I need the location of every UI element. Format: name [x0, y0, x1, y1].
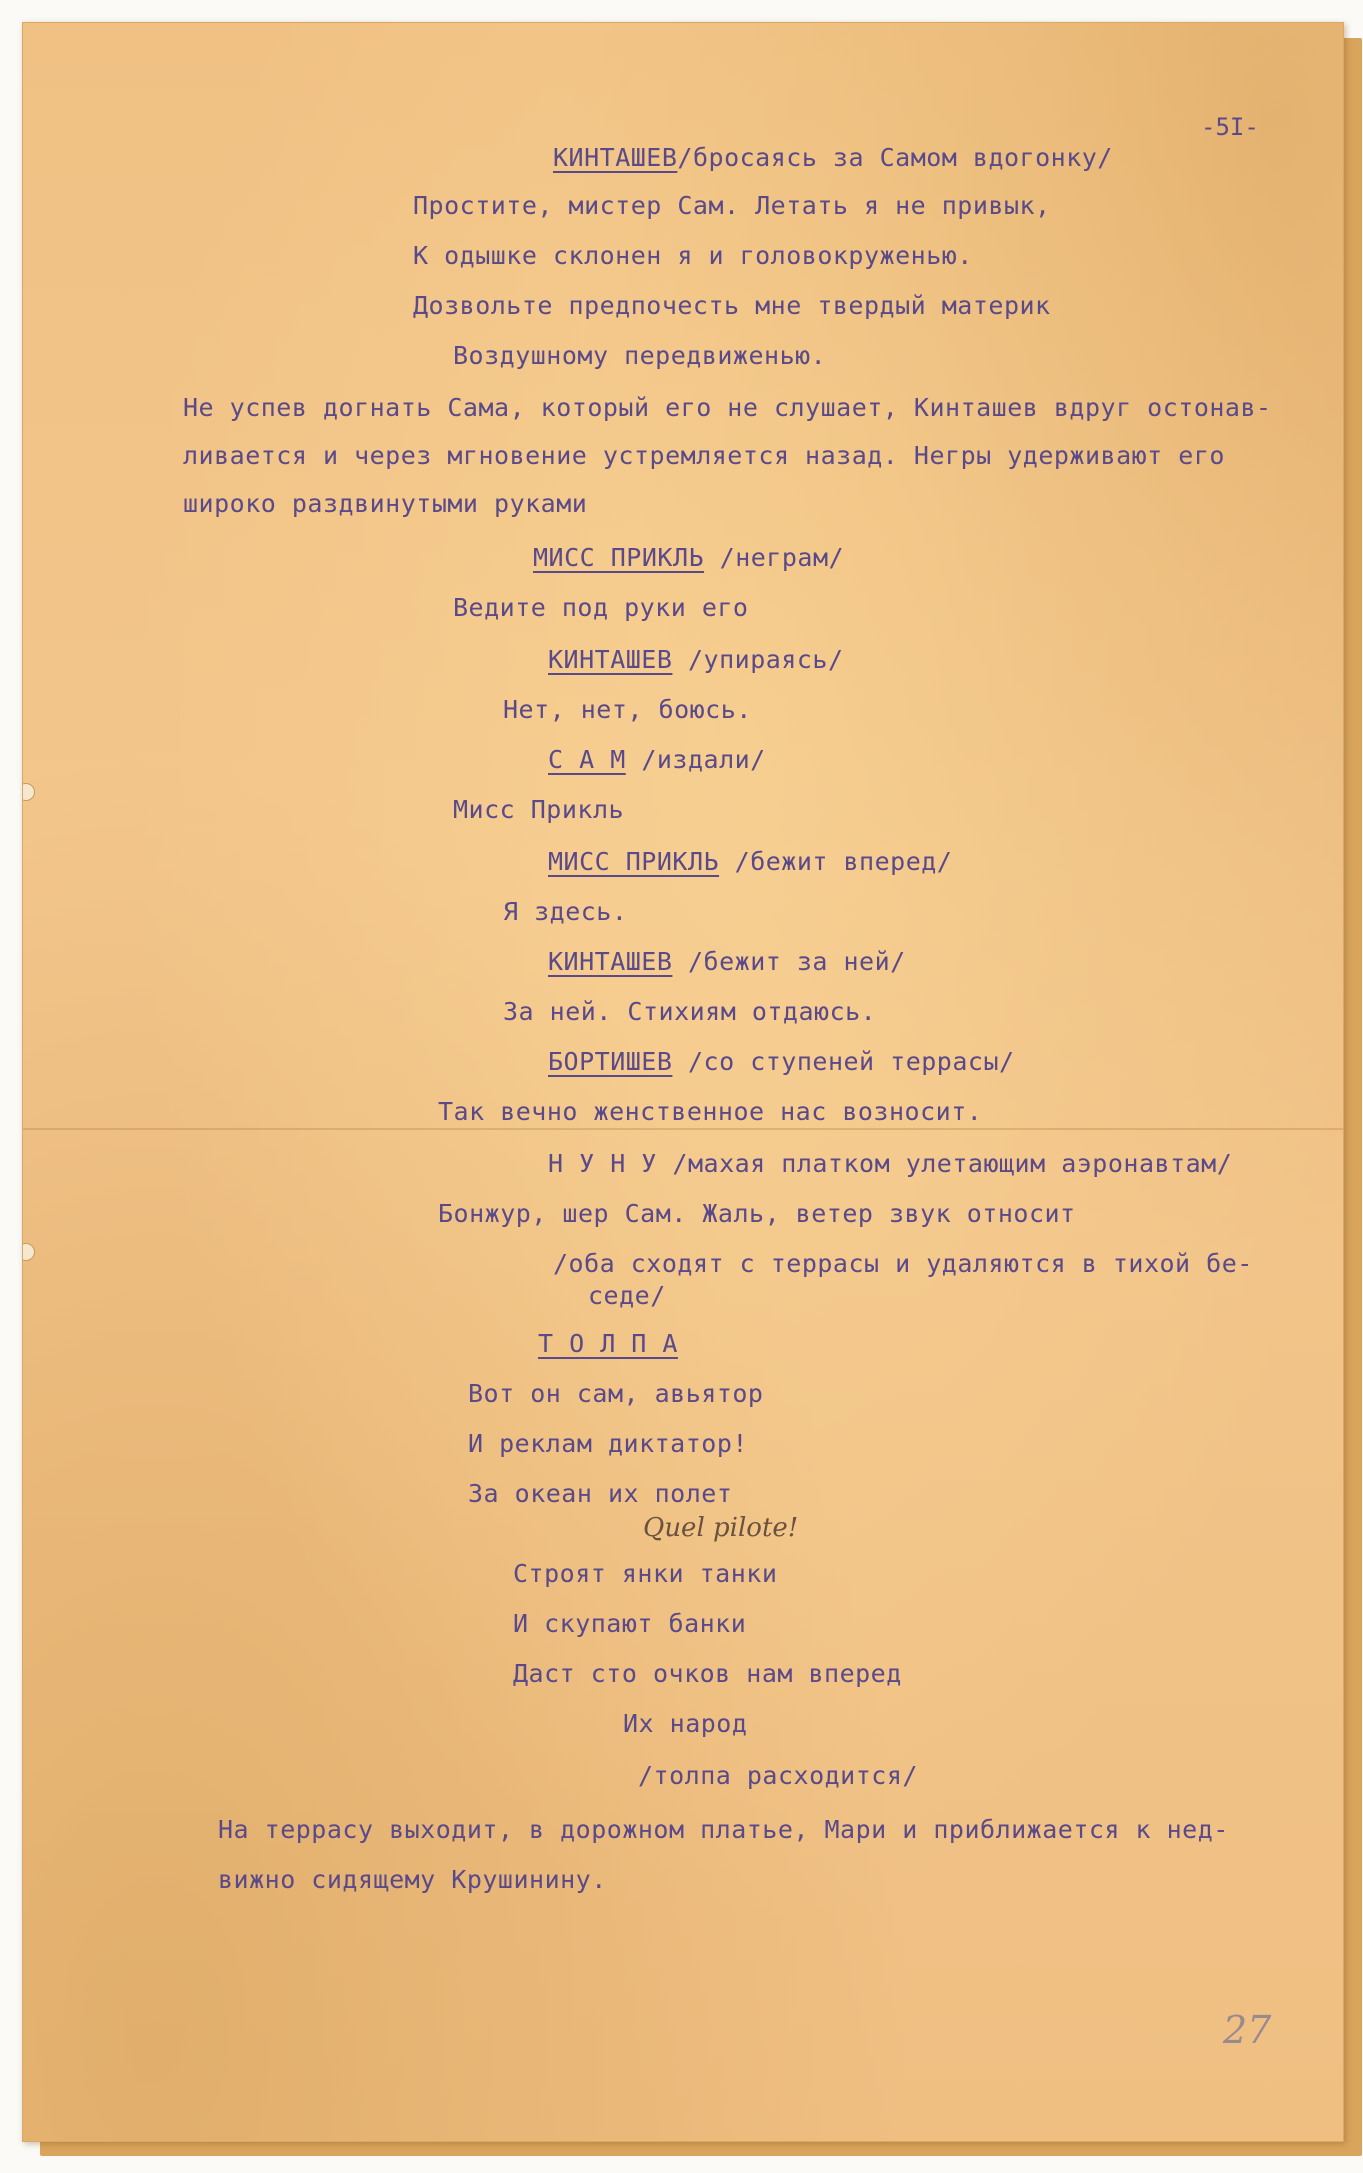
- page-number: -5I-: [1201, 113, 1259, 141]
- speaker-line: [548, 645, 844, 675]
- folio-number: 27: [1223, 2008, 1272, 2052]
- binding-hole: [22, 783, 35, 801]
- stage-direction: /махая платком улетающим аэронавтам/: [672, 1149, 1233, 1178]
- speaker-line: [538, 1329, 678, 1359]
- verse-line: И скупают банки: [513, 1609, 747, 1638]
- speaker-name: КИНТАШЕВ: [553, 143, 678, 172]
- prose-line: ливается и через мгновение устремляется назад. Негры удерживают его: [183, 441, 1225, 470]
- stage-direction-line: /толпа расходится/: [638, 1761, 918, 1790]
- verse-line: За океан их полет: [468, 1479, 733, 1508]
- stage-direction: /со ступеней террасы/: [687, 1047, 1015, 1076]
- stage-direction-line: седе/: [588, 1281, 666, 1310]
- verse-line: Так вечно женственное нас возносит.: [438, 1097, 983, 1126]
- speaker-line: [548, 947, 906, 977]
- stage-direction: /бросаясь за Самом вдогонку/: [677, 143, 1113, 172]
- binding-hole: [22, 1243, 35, 1261]
- speaker-line: [553, 143, 1113, 173]
- speaker-name: Н У Н У: [548, 1149, 657, 1178]
- speaker-name: БОРТИШЕВ: [548, 1047, 673, 1076]
- stage-direction: /неграм/: [719, 543, 845, 572]
- speaker-name: МИСС ПРИКЛЬ: [548, 847, 720, 876]
- verse-line: Даст сто очков нам вперед: [513, 1659, 902, 1688]
- speaker-line: [548, 745, 766, 775]
- stage-direction: /издали/: [641, 745, 766, 774]
- stage-direction: /бежит вперед/: [734, 847, 953, 876]
- verse-line: Простите, мистер Сам. Летать я не привык,: [413, 191, 1051, 220]
- verse-line: Строят янки танки: [513, 1559, 778, 1588]
- verse-line: За ней. Стихиям отдаюсь.: [503, 997, 877, 1026]
- prose-line: вижно сидящему Крушинину.: [218, 1865, 607, 1894]
- fold-line: [23, 1128, 1343, 1130]
- speaker-line: [548, 1149, 1232, 1179]
- prose-line: Не успев догнать Сама, который его не слушает, Кинташев вдруг остонав-: [183, 393, 1272, 422]
- verse-line: Их народ: [623, 1709, 748, 1738]
- speaker-name: КИНТАШЕВ: [548, 645, 673, 674]
- stage-direction: /бежит за ней/: [687, 947, 906, 976]
- verse-line: Дозвольте предпочесть мне твердый материк: [413, 291, 1051, 320]
- speaker-name: КИНТАШЕВ: [548, 947, 673, 976]
- speaker-line: [548, 847, 952, 877]
- verse-line: Воздушному передвиженью.: [453, 341, 827, 370]
- speaker-name: Т О Л П А: [538, 1329, 678, 1358]
- verse-line: Ведите под руки его: [453, 593, 749, 622]
- verse-line: Мисс Прикль: [453, 795, 625, 824]
- verse-line: Я здесь.: [503, 897, 628, 926]
- typescript-page: [22, 22, 1344, 2142]
- verse-line: И реклам диктатор!: [468, 1429, 748, 1458]
- handwritten-annotation: Quel pilote!: [643, 1513, 799, 1543]
- prose-line: На террасу выходит, в дорожном платье, Мари и приближается к нед-: [218, 1815, 1229, 1844]
- verse-line: Нет, нет, боюсь.: [503, 695, 752, 724]
- verse-line: Вот он сам, авьятор: [468, 1379, 764, 1408]
- speaker-name: С А М: [548, 745, 626, 774]
- speaker-line: [533, 543, 844, 573]
- stage-direction-line: /оба сходят с террасы и удаляются в тихой бе-: [553, 1249, 1253, 1278]
- prose-line: широко раздвинутыми руками: [183, 489, 588, 518]
- stage-direction: /упираясь/: [687, 645, 844, 674]
- speaker-name: МИСС ПРИКЛЬ: [533, 543, 705, 572]
- verse-line: Бонжур, шер Сам. Жаль, ветер звук относит: [438, 1199, 1076, 1228]
- verse-line: К одышке склонен я и головокруженью.: [413, 241, 973, 270]
- speaker-line: [548, 1047, 1015, 1077]
